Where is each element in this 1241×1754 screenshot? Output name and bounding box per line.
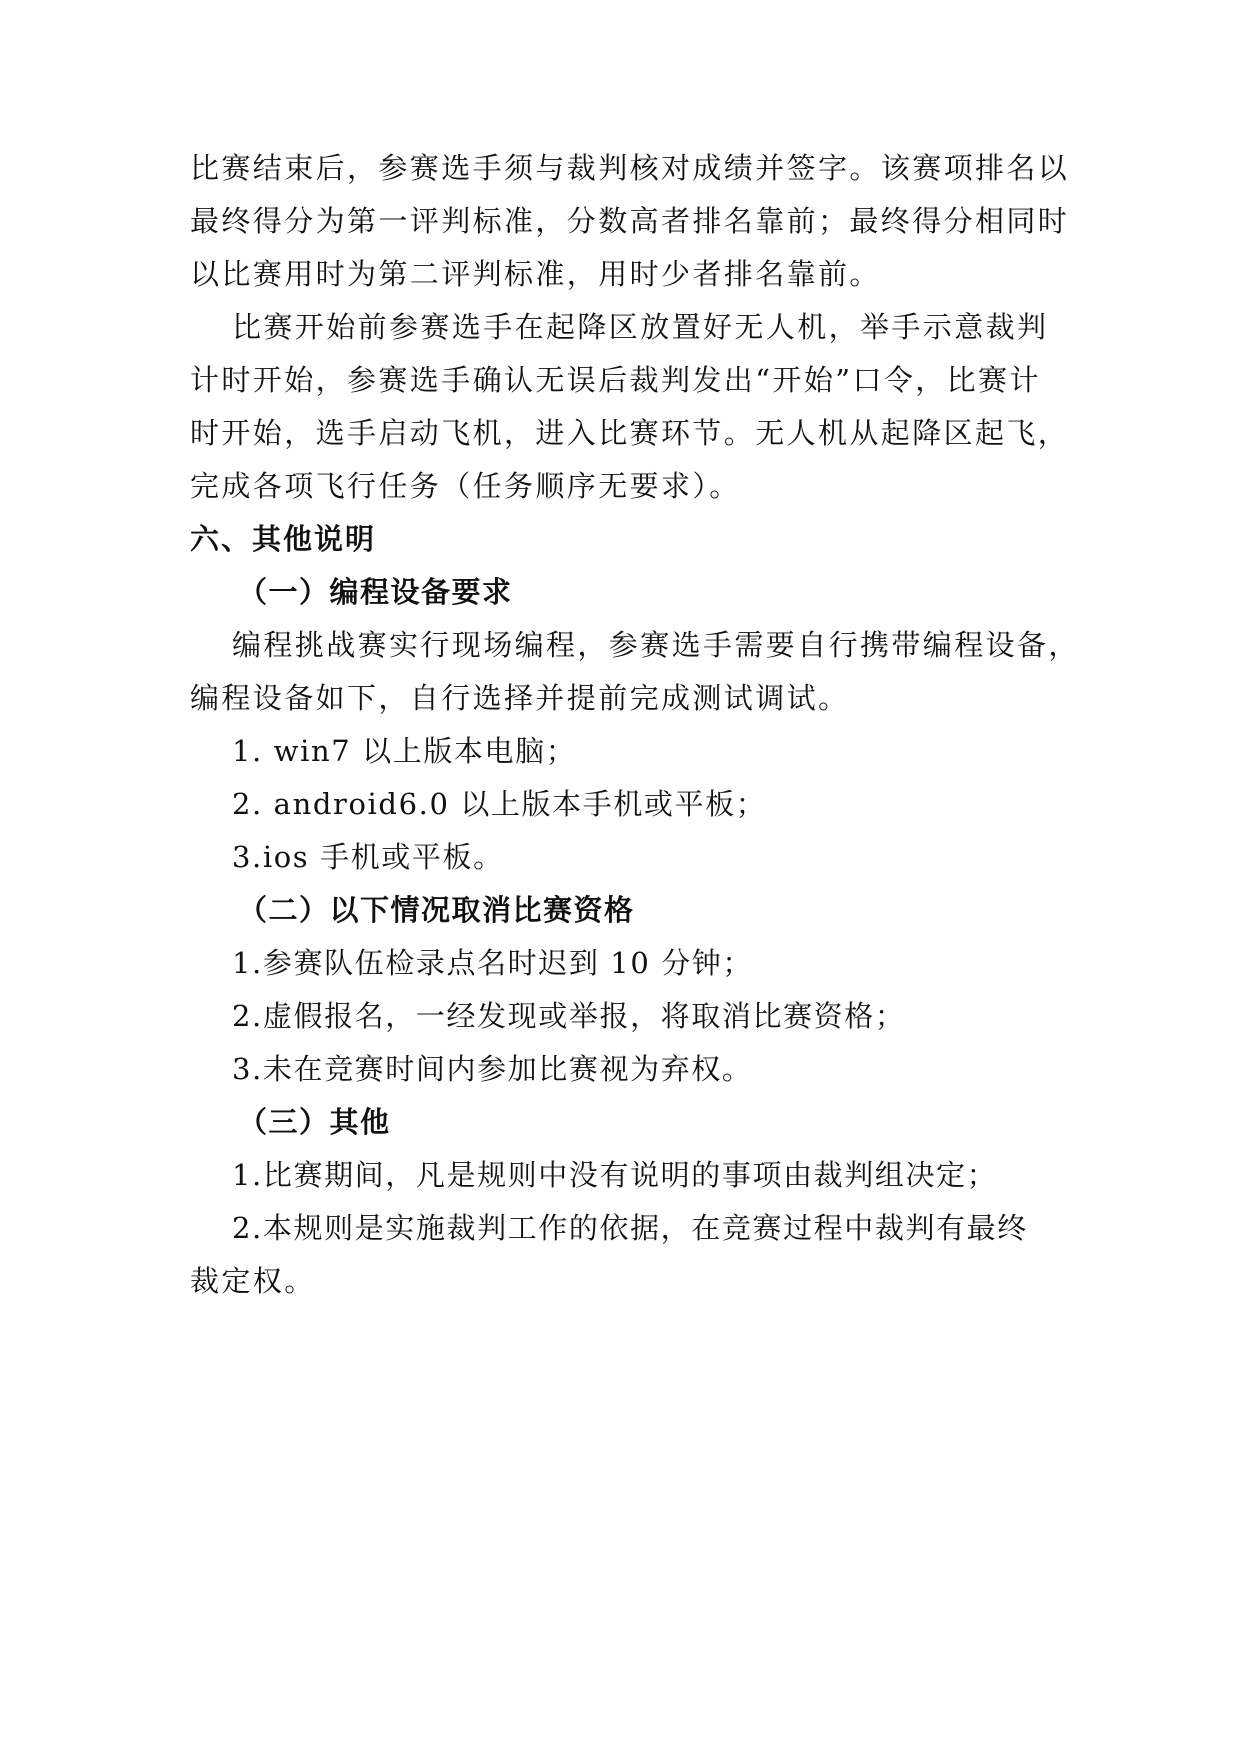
- list-item: 1. win7 以上版本电脑；: [232, 734, 577, 768]
- paragraph-line: 编程挑战赛实行现场编程，参赛选手需要自行携带编程设备，: [232, 628, 1080, 662]
- subsection-heading: （一）编程设备要求: [238, 575, 513, 609]
- list-item: 3.ios 手机或平板。: [232, 840, 504, 874]
- paragraph-line: 比赛开始前参赛选手在起降区放置好无人机，举手示意裁判: [232, 310, 1049, 344]
- paragraph-line: 完成各项飞行任务（任务顺序无要求）。: [190, 469, 741, 503]
- paragraph-line: 编程设备如下，自行选择并提前完成测试调试。: [190, 681, 850, 715]
- paragraph-line: 时开始，选手启动飞机，进入比赛环节。无人机从起降区起飞，: [190, 416, 1070, 450]
- paragraph-line: 计时开始，参赛选手确认无误后裁判发出“开始”口令，比赛计: [190, 363, 1041, 397]
- paragraph-line: 以比赛用时为第二评判标准，用时少者排名靠前。: [190, 257, 881, 291]
- section-heading: 六、其他说明: [190, 522, 377, 556]
- list-item: 2.本规则是实施裁判工作的依据，在竞赛过程中裁判有最终: [232, 1211, 1028, 1245]
- list-item: 2.虚假报名，一经发现或举报，将取消比赛资格；: [232, 999, 906, 1033]
- paragraph-line: 裁定权。: [190, 1264, 316, 1298]
- list-item: 1.参赛队伍检录点名时迟到 10 分钟；: [232, 946, 754, 980]
- list-item: 3.未在竞赛时间内参加比赛视为弃权。: [232, 1052, 753, 1086]
- subsection-heading: （二）以下情况取消比赛资格: [238, 893, 635, 927]
- paragraph-line: 比赛结束后，参赛选手须与裁判核对成绩并签字。该赛项排名以: [190, 151, 1070, 185]
- subsection-heading: （三）其他: [238, 1105, 391, 1139]
- list-item: 2. android6.0 以上版本手机或平板；: [232, 787, 767, 821]
- list-item: 1.比赛期间，凡是规则中没有说明的事项由裁判组决定；: [232, 1158, 998, 1192]
- paragraph-line: 最终得分为第一评判标准，分数高者排名靠前；最终得分相同时: [190, 204, 1070, 238]
